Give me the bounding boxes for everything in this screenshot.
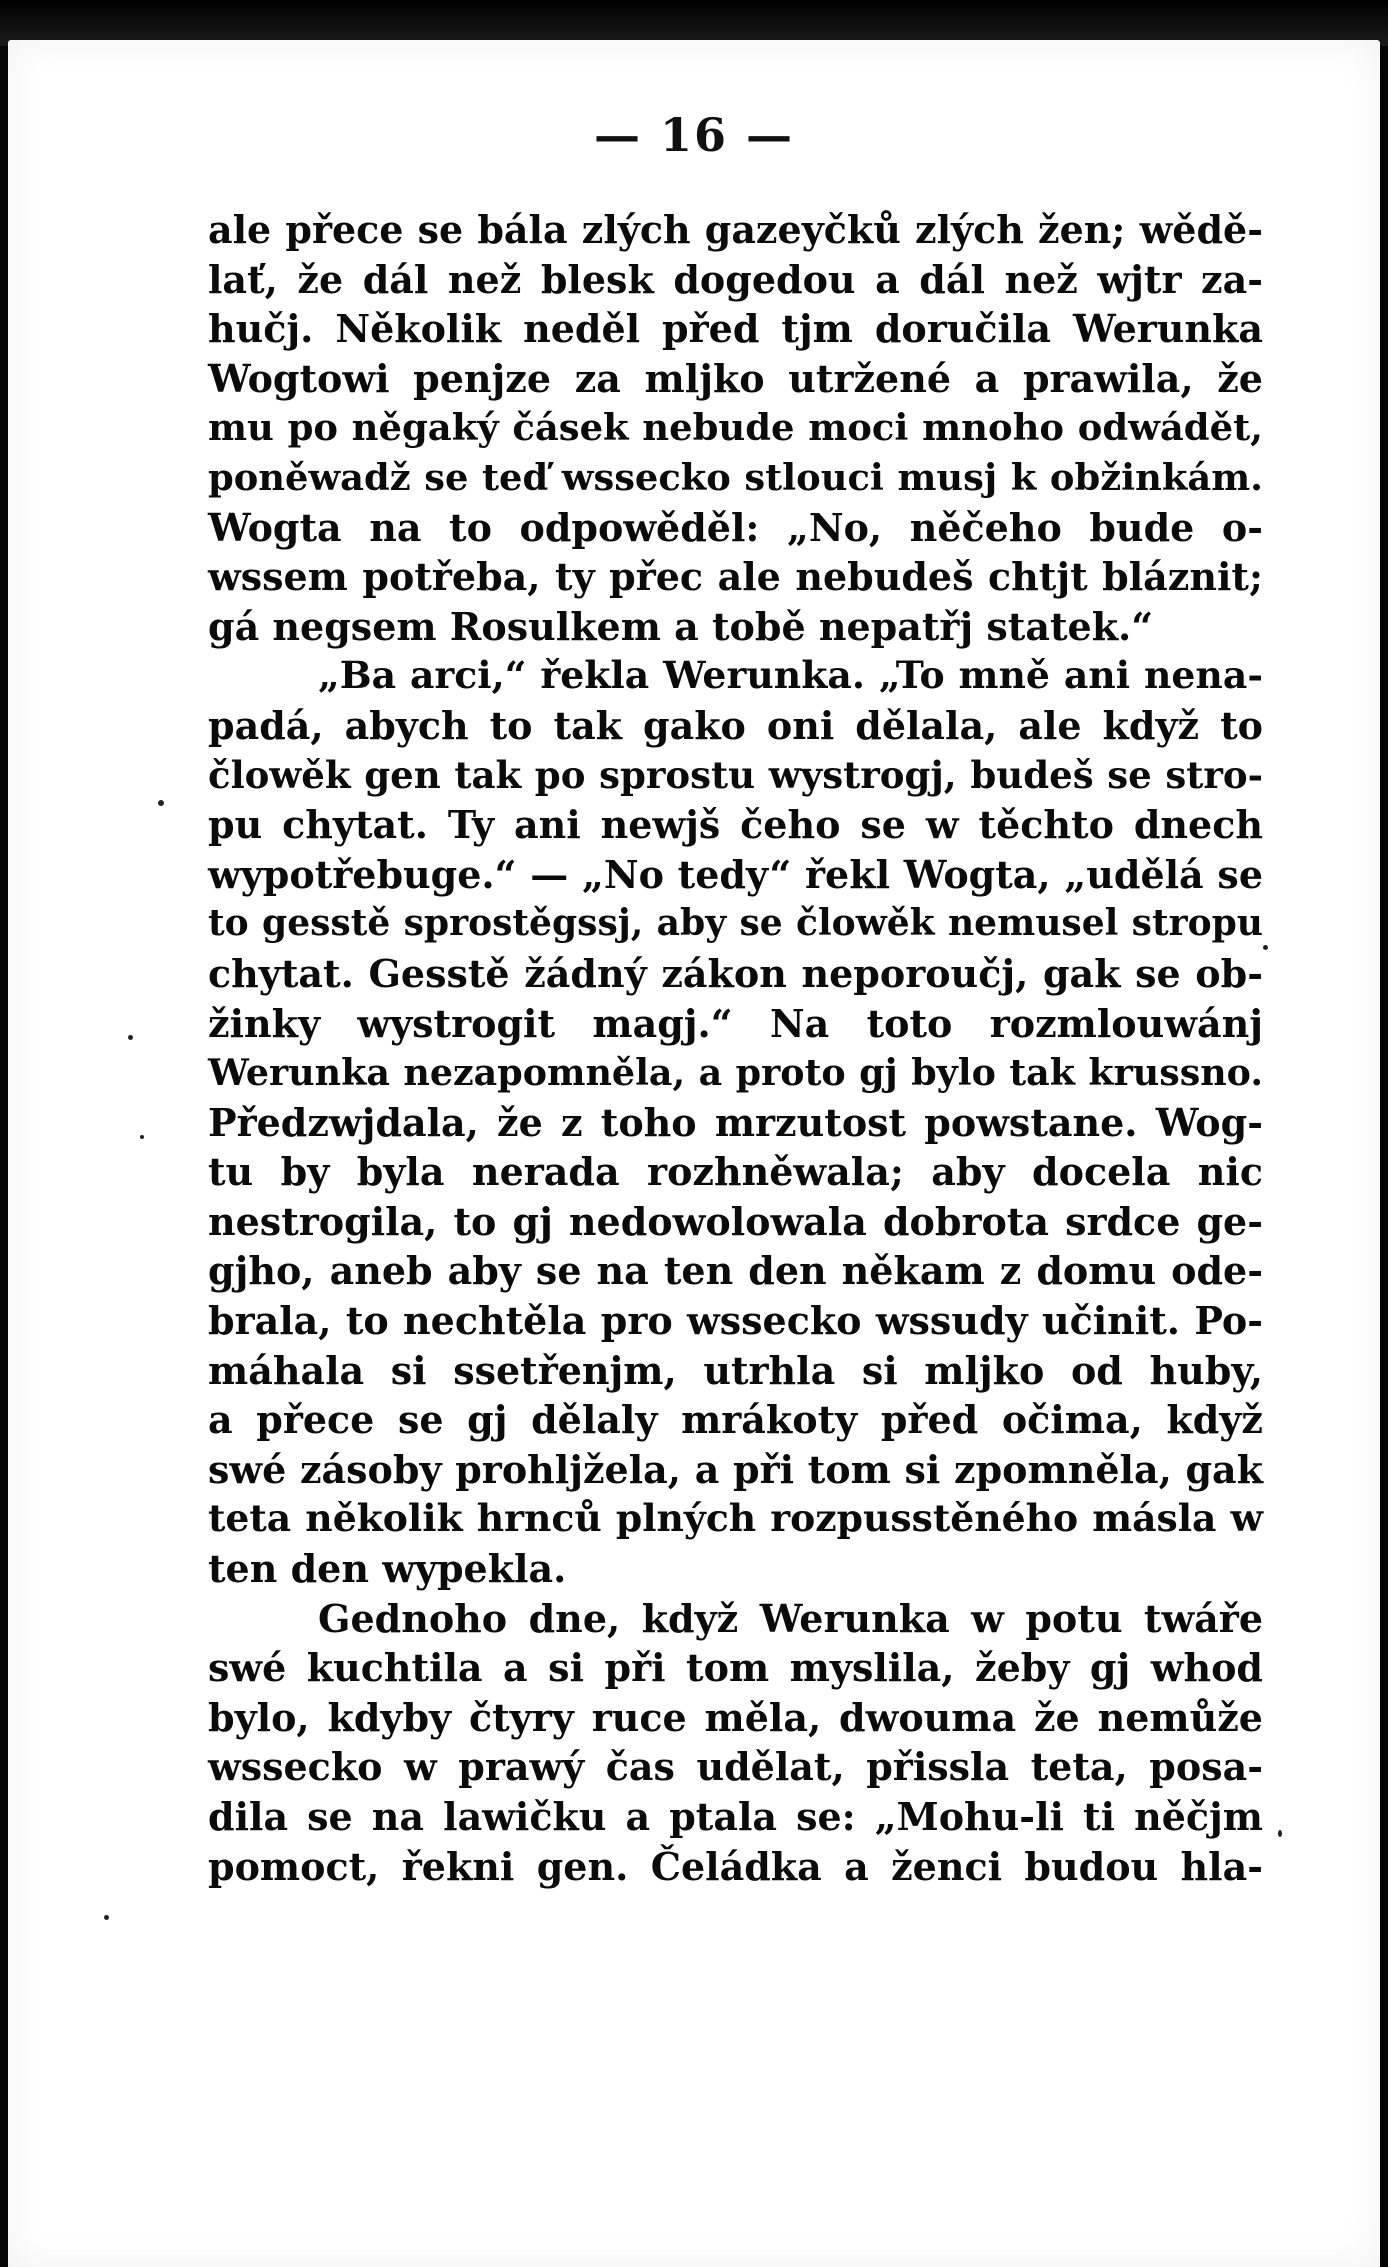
text-line: Wogta na to odpowěděl: „No, něčeho bude o-: [208, 504, 1263, 550]
body-text: [208, 205, 1263, 1891]
text-line: máhala si ssetřenjm, utrhla si mljko od huby,: [208, 1347, 1263, 1393]
text-line: brala, to nechtěla pro wsseckо wssudy učinit. Po-: [208, 1298, 1263, 1344]
paragraph-2: [208, 651, 1263, 1593]
text-line: pu chytat. Ty ani newjš čeho se w těchto dnech: [208, 802, 1263, 848]
text-line: Wogtowi penjze za mljko utržené a prawila, že: [208, 355, 1263, 401]
text-line: tu by byla nerada rozhněwala; aby docela nic: [208, 1149, 1263, 1195]
print-speck: [128, 1035, 133, 1040]
print-speck: [104, 1915, 109, 1920]
text-line: hučj. Několik neděl před tjm doručila Werunka: [208, 306, 1263, 352]
text-line: poněwadž se teď wsseckо stlouci musj k obžinkám.: [208, 454, 1263, 499]
text-line: člowěk gen tak po sprostu wystrogj, budeš se stro-: [208, 752, 1263, 797]
book-page: [8, 40, 1380, 2267]
text-line: to gesstě sprostěgssj, aby se člowěk nemusel stropu: [208, 902, 1263, 945]
print-speck: [158, 800, 164, 806]
text-line: lať, že dál než blesk dogedou a dál než wjtr za-: [208, 256, 1263, 302]
text-line: nestrogila, to gj nedowolowala dobrota srdce ge-: [208, 1198, 1263, 1244]
text-line: wypotřebuge.“ — „No tedy“ řekl Wogta, „udělá se: [208, 851, 1263, 897]
paragraph-1: [208, 205, 1263, 651]
text-line: pomoct, řekni gen. Čeládka a ženci budou hla-: [208, 1843, 1263, 1889]
print-speck: [1263, 945, 1268, 950]
print-speck: [1278, 1830, 1282, 1837]
text-line: dila se na lawičku a ptala se: „Mohu-li ti něčjm: [208, 1794, 1263, 1839]
text-line: padá, abych to tak gako oni dělala, ale když to: [208, 702, 1263, 748]
text-line: Gednoho dne, když Werunka w potu twáře: [318, 1595, 1263, 1641]
print-speck: [140, 1135, 144, 1139]
text-line: Předzwjdala, že z toho mrzutost powstane. Wog-: [208, 1099, 1263, 1145]
text-line: swé kuchtila a si při tom myslila, žeby gj whod: [208, 1645, 1263, 1691]
text-line: ale přece se bála zlých gazeyčků zlých žen; wědě-: [208, 207, 1263, 252]
page-number: — 16 —: [593, 108, 795, 162]
text-line: ten den wypekla.: [208, 1546, 567, 1592]
text-line: Werunka nezapomněla, a proto gj bylo tak krussno.: [208, 1051, 1263, 1095]
text-line: a přece se gj dělaly mrákoty před očima, když: [208, 1397, 1263, 1443]
text-line: teta několik hrnců plných rozpusstěného másla w: [208, 1496, 1263, 1541]
text-line: wssem potřeba, ty přec ale nebudeš chtjt bláznit;: [208, 554, 1263, 600]
text-line: wsseckо w prawý čas udělat, přissla teta, posa-: [208, 1744, 1263, 1790]
text-line: mu po něgaký čásek nebude moci mnoho odwádět,: [208, 405, 1263, 450]
text-line: bylo, kdyby čtyry ruce měla, dwouma že nemůže: [208, 1694, 1263, 1740]
text-line: gjho, aneb aby se na ten den někam z domu ode-: [208, 1248, 1263, 1294]
text-line: žinky wystrogit magj.“ Na toto rozmlouwánj: [208, 1000, 1263, 1046]
text-line: gá negsem Rosulkem a tobě nepatřj statek.“: [208, 603, 1154, 649]
text-line: chytat. Gesstě žádný zákon neporoučj, gak se ob-: [208, 950, 1263, 996]
text-line: swé zásoby prohljžela, a při tom si zpomněla, gak: [208, 1446, 1263, 1492]
paragraph-3: [208, 1594, 1263, 1892]
text-line: „Ba arci,“ řekla Werunka. „To mně ani nena-: [318, 653, 1263, 698]
